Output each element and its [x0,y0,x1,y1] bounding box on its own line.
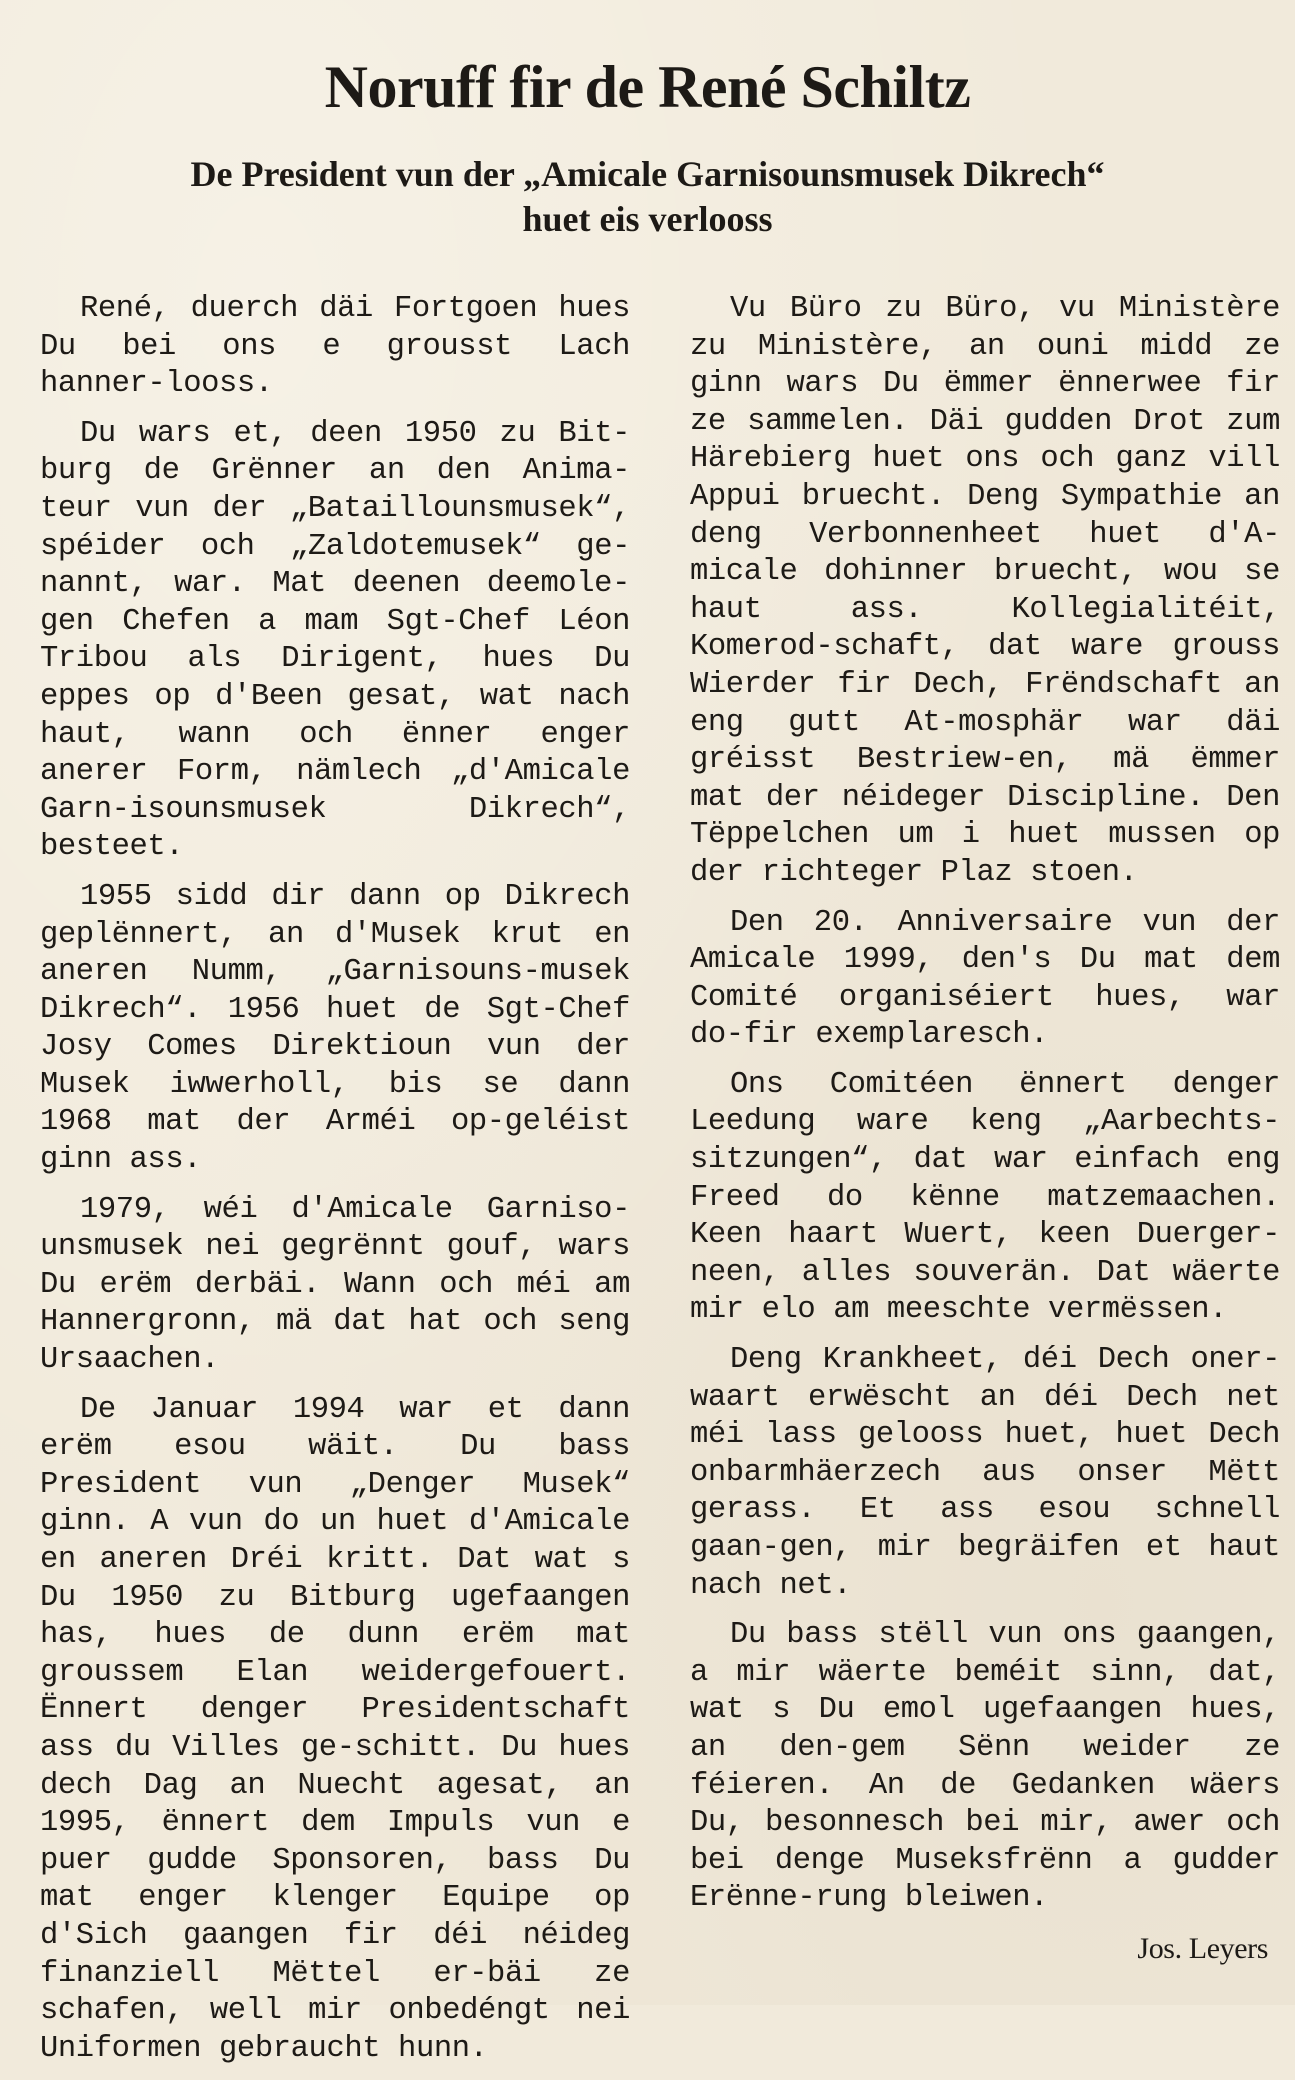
article-paragraph: Den 20. Anniversaire vun der Amicale 1999, den's Du mat dem Comité organiséiert hues, war do-fir exemplaresch. [690,905,1280,1053]
subheadline-line-2: huet eis verlooss [522,199,773,239]
article-paragraph: René, duerch däi Fortgoen hues Du bei ons e grousst Lach hanner-looss. [40,292,630,402]
article-subheadline [0,152,1295,242]
article-paragraph: Du wars et, deen 1950 zu Bit-burg de Grënner an den Anima-teur vun der „Bataillounsmusek“, spéider och „Zaldotemusek“ ge-nannt, war. Mat deenen deemole-gen Chefen a mam Sgt-Chef Léon Tribou als Dirigent, hues Du eppes op d'Been gesat, wat nach haut, wann och ënner enger anerer Form, nämlech „d'Amicale Garn-isounsmusek Dikrech“, besteet. [40,416,630,865]
article-left-column [40,291,630,2080]
author-signature: Jos. Leyers [1137,1931,1268,1965]
article-headline: Noruff fir de René Schiltz [324,54,971,120]
article-paragraph: Vu Büro zu Büro, vu Ministère zu Ministère, an ouni midd ze ginn wars Du ëmmer ënnerwee fir ze sammelen. Däi gudden Drot zum Härebierg huet ons och ganz vill Appui bruecht. Deng Sympathie an deng Verbonnenheet huet d'A-micale dohinner bruecht, wou se haut ass. Kollegialitéit, Komerod-schaft, dat ware grouss Wierder fir Dech, Frëndschaft an eng gutt At-mosphär war däi gréisst Bestriew-en, mä ëmmer mat der néideger Discipline. Den Tëppelchen um i huet mussen op der richteger Plaz stoen. [690,292,1280,890]
article-paragraph: 1979, wéi d'Amicale Garniso-unsmusek nei gegrënnt gouf, wars Du erëm derbäi. Wann och méi am Hannergronn, mä dat hat och seng Ursaachen. [40,1192,630,1378]
article-right-column [690,291,1280,1968]
article-paragraph: De Januar 1994 war et dann erëm esou wäit. Du bass President vun „Denger Musek“ ginn. A vun do un huet d'Amicale en aneren Dréi kritt. Dat wat s Du 1950 zu Bitburg ugefaangen has, hues de dunn erëm mat groussem Elan weidergefouert. Ënnert denger Presidentschaft ass du Villes ge-schitt. Du hues dech Dag an Nuecht agesat, an 1995, ënnert dem Impuls vun e puer gudde Sponsoren, bass Du mat enger klenger Equipe op d'Sich gaangen fir déi néideg finanziell Mëttel er-bäi ze schafen, well mir onbedéngt nei Uniformen gebraucht hunn. [40,1392,630,2066]
subheadline-line-1: De President vun der „Amicale Garnisounsmusek Dikrech“ [190,154,1105,194]
article-paragraph: Deng Krankheet, déi Dech oner-waart erwëscht an déi Dech net méi lass gelooss huet, huet Dech onbarmhäerzech aus onser Mëtt gerass. Et ass esou schnell gaan-gen, mir begräifen et haut nach net. [690,1343,1280,1603]
article-paragraph: 1955 sidd dir dann op Dikrech geplënnert, an d'Musek krut en aneren Numm, „Garnisouns-musek Dikrech“. 1956 huet de Sgt-Chef Josy Comes Direktioun vun der Musek iwwerholl, bis se dann 1968 mat der Arméi op-geléist ginn ass. [40,879,630,1178]
article-paragraph: Du bass stëll vun ons gaangen, a mir wäerte beméit sinn, dat, wat s Du emol ugefaangen hues, an den-gem Sënn weider ze féieren. An de Gedanken wäers Du, besonnesch bei mir, awer och bei denge Museksfrënn a gudder Erënne-rung bleiwen. [690,1618,1280,1916]
article-paragraph: Ons Comitéen ënnert denger Leedung ware keng „Aarbechts-sitzungen“, dat war einfach eng Freed do kënne matzemaachen. Keen haart Wuert, keen Duerger-neen, alles souverän. Dat wäerte mir elo am meeschte vermëssen. [690,1067,1280,1328]
